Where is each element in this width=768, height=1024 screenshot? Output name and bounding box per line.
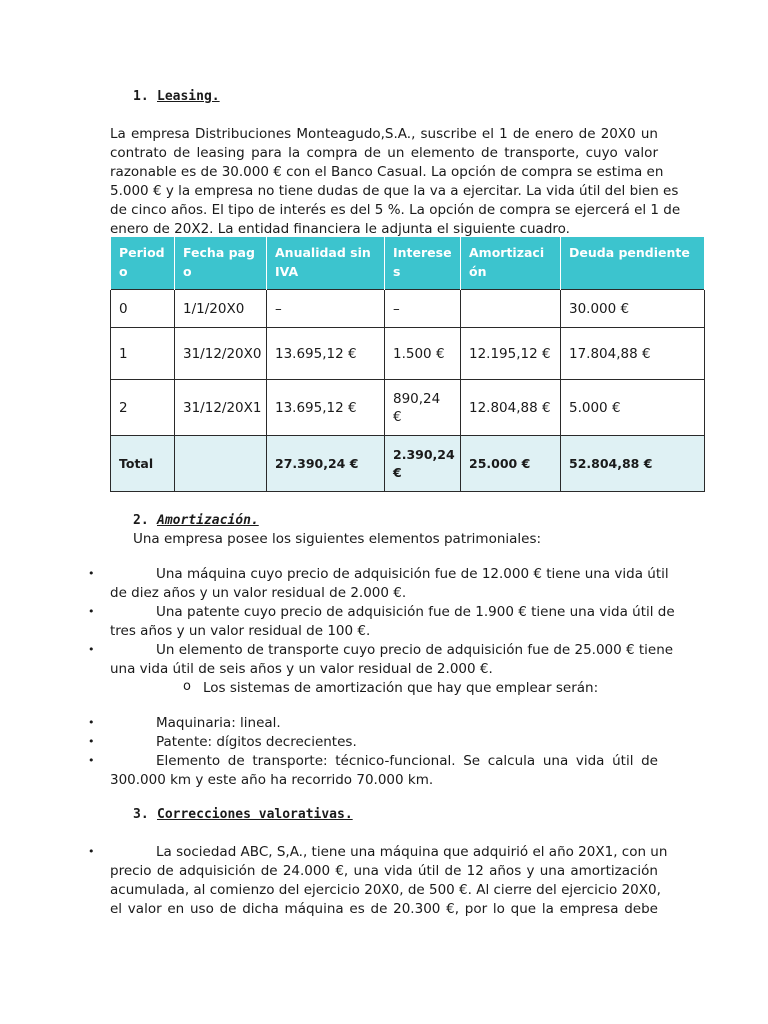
item-line: acumulada, al comienzo del ejercicio 20X0, de 500 €. Al cierre del ejercicio 20X0, bbox=[110, 882, 661, 898]
table-cell: Total bbox=[111, 436, 175, 492]
table-row bbox=[111, 328, 705, 380]
section-number: 2. bbox=[133, 513, 149, 528]
list-item bbox=[110, 565, 669, 603]
header-intereses: Intereses bbox=[385, 237, 461, 290]
table-cell: – bbox=[267, 290, 385, 328]
bullet: • bbox=[88, 643, 95, 656]
item-line: el valor en uso de dicha máquina es de 20.300 €, por lo que la empresa debe bbox=[110, 901, 658, 917]
table-cell: 1 bbox=[111, 328, 175, 380]
item-line: 300.000 km y este año ha recorrido 70.000 km. bbox=[110, 772, 434, 788]
table-cell: 31/12/20X1 bbox=[175, 380, 267, 436]
table-cell bbox=[175, 436, 267, 492]
section-3-heading bbox=[133, 807, 353, 822]
table-cell: 17.804,88 € bbox=[561, 328, 705, 380]
item-line: Una máquina cuyo precio de adquisición fue de 12.000 € tiene una vida útil bbox=[156, 566, 669, 582]
table-cell: 0 bbox=[111, 290, 175, 328]
item-line: La sociedad ABC, S,A., tiene una máquina que adquirió el año 20X1, con un bbox=[156, 844, 668, 860]
system-item: Patente: dígitos decrecientes. bbox=[156, 734, 357, 750]
system-item bbox=[110, 752, 658, 790]
system-item: Maquinaria: lineal. bbox=[156, 715, 281, 731]
section-number: 1. bbox=[133, 89, 149, 104]
item-line: precio de adquisición de 24.000 €, una vida útil de 12 años y una amortización bbox=[110, 863, 658, 879]
paragraph-line: contrato de leasing para la compra de un elemento de transporte, cuyo valor bbox=[110, 145, 658, 161]
table-cell: 2.390,24 € bbox=[385, 436, 461, 492]
table-cell: 25.000 € bbox=[461, 436, 561, 492]
paragraph-line: enero de 20X2. La entidad financiera le adjunta el siguiente cuadro. bbox=[110, 221, 570, 237]
item-line: Un elemento de transporte cuyo precio de adquisición fue de 25.000 € tiene bbox=[156, 642, 674, 658]
leasing-table bbox=[110, 237, 705, 492]
list-item bbox=[110, 641, 674, 679]
section-title: Leasing. bbox=[157, 89, 220, 104]
table-row bbox=[111, 380, 705, 436]
table-cell: 52.804,88 € bbox=[561, 436, 705, 492]
table-cell: 12.804,88 € bbox=[461, 380, 561, 436]
table-cell: 12.195,12 € bbox=[461, 328, 561, 380]
header-fecha-pago: Fecha pago bbox=[175, 237, 267, 290]
table-cell: 2 bbox=[111, 380, 175, 436]
header-amortizacion: Amortización bbox=[461, 237, 561, 290]
item-line: de diez años y un valor residual de 2.000 €. bbox=[110, 585, 407, 601]
section-2-intro: Una empresa posee los siguientes elementos patrimoniales: bbox=[133, 531, 542, 547]
sub-bullet-text: Los sistemas de amortización que hay que emplear serán: bbox=[203, 680, 599, 696]
table-cell: 1/1/20X0 bbox=[175, 290, 267, 328]
paragraph-line: La empresa Distribuciones Monteagudo,S.A., suscribe el 1 de enero de 20X0 un bbox=[110, 126, 658, 142]
table-header-row bbox=[111, 237, 705, 290]
bullet: • bbox=[88, 845, 95, 858]
list-item bbox=[110, 843, 668, 919]
bullet: • bbox=[88, 735, 95, 748]
table-cell: 5.000 € bbox=[561, 380, 705, 436]
sub-bullet: o bbox=[183, 679, 191, 694]
item-line: Una patente cuyo precio de adquisición fue de 1.900 € tiene una vida útil de bbox=[156, 604, 675, 620]
bullet: • bbox=[88, 716, 95, 729]
paragraph-line: razonable es de 30.000 € con el Banco Casual. La opción de compra se estima en bbox=[110, 164, 664, 180]
header-periodo: Periodo bbox=[111, 237, 175, 290]
header-deuda-pendiente: Deuda pendiente bbox=[561, 237, 705, 290]
item-line: una vida útil de seis años y un valor residual de 2.000 €. bbox=[110, 661, 493, 677]
bullet: • bbox=[88, 605, 95, 618]
table-cell: 13.695,12 € bbox=[267, 328, 385, 380]
table-row bbox=[111, 290, 705, 328]
section-title: Amortización. bbox=[157, 513, 259, 528]
bullet: • bbox=[88, 754, 95, 767]
section-title: Correcciones valorativas. bbox=[157, 807, 353, 822]
section-number: 3. bbox=[133, 807, 149, 822]
table-cell: – bbox=[385, 290, 461, 328]
table-cell: 31/12/20X0 bbox=[175, 328, 267, 380]
paragraph-line: 5.000 € y la empresa no tiene dudas de que la va a ejercitar. La vida útil del bien es bbox=[110, 183, 679, 199]
leasing-paragraph bbox=[110, 125, 681, 239]
header-anualidad: Anualidad sin IVA bbox=[267, 237, 385, 290]
table-cell: 27.390,24 € bbox=[267, 436, 385, 492]
bullet: • bbox=[88, 567, 95, 580]
table-total-row bbox=[111, 436, 705, 492]
item-line: tres años y un valor residual de 100 €. bbox=[110, 623, 371, 639]
paragraph-line: de cinco años. El tipo de interés es del 5 %. La opción de compra se ejercerá el 1 de bbox=[110, 202, 681, 218]
table-cell: 30.000 € bbox=[561, 290, 705, 328]
list-item bbox=[110, 603, 675, 641]
section-1-heading bbox=[133, 89, 220, 104]
table-cell bbox=[461, 290, 561, 328]
table-cell: 13.695,12 € bbox=[267, 380, 385, 436]
table-cell: 1.500 € bbox=[385, 328, 461, 380]
section-2-heading bbox=[133, 513, 259, 528]
table-cell: 890,24 € bbox=[385, 380, 461, 436]
item-line: Elemento de transporte: técnico-funcional. Se calcula una vida útil de bbox=[156, 753, 658, 769]
